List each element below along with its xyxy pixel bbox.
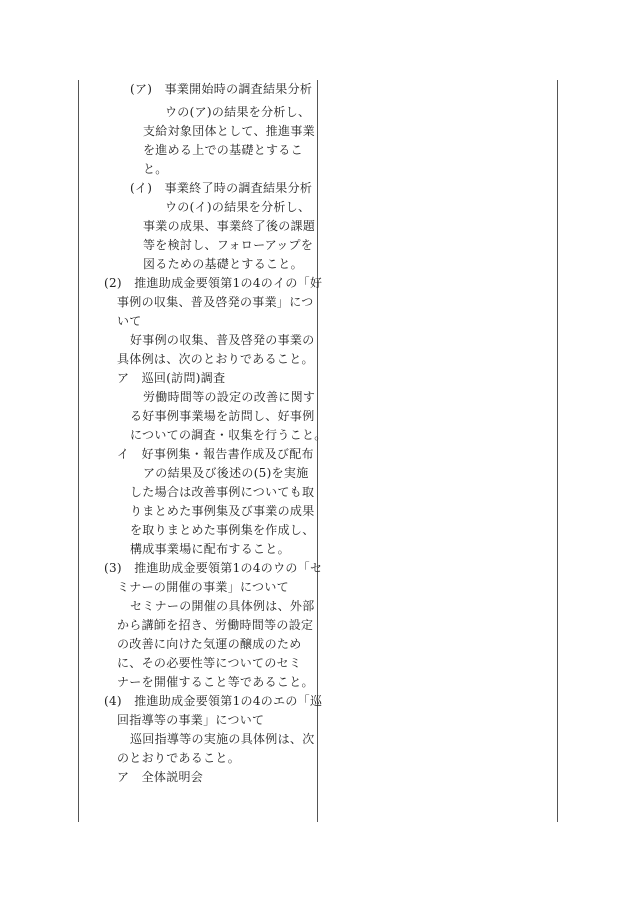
text-line: ア 巡回(訪問)調査 (117, 371, 226, 385)
table-border-left (78, 80, 79, 822)
table-border-right (557, 80, 558, 822)
text-line: (イ) 事業終了時の調査結果分析 (130, 181, 313, 195)
text-line: ナーを開催すること等であること。 (117, 675, 314, 689)
text-line: した場合は改善事例についても取 (130, 485, 315, 499)
text-line: いて (117, 314, 142, 328)
text-line: と。 (143, 162, 168, 176)
text-line: 事例の収集、普及啓発の事業」につ (117, 295, 314, 309)
text-line: に、その必要性等についてのセミ (117, 656, 302, 670)
text-line: イ 好事例集・報告書作成及び配布 (117, 447, 314, 461)
text-line: (4) 推進助成金要領第1の4のエの「巡 (104, 694, 323, 708)
text-line: りまとめた事例集及び事業の成果 (130, 504, 315, 518)
text-line: のとおりであること。 (117, 751, 241, 765)
text-line: 等を検討し、フォローアップを (143, 238, 314, 252)
text-line: 労働時間等の設定の改善に関す (143, 390, 316, 404)
text-line: (ア) 事業開始時の調査結果分析 (130, 82, 313, 96)
text-line: 図るための基礎とすること。 (143, 257, 303, 271)
text-line: から講師を招き、労働時間等の設定 (117, 618, 314, 632)
text-line: を取りまとめた事例集を作成し、 (130, 523, 315, 537)
text-line: 具体例は、次のとおりであること。 (117, 352, 314, 366)
text-line: を進める上での基礎とするこ (143, 143, 303, 157)
text-line: についての調査・収集を行うこと。 (130, 428, 327, 442)
text-line: アの結果及び後述の(5)を実施 (143, 466, 309, 480)
text-line: 巡回指導等の実施の具体例は、次 (130, 732, 315, 746)
text-line: 構成事業場に配布すること。 (130, 542, 290, 556)
text-line: 好事例の収集、普及啓発の事業の (130, 333, 315, 347)
text-line: セミナーの開催の具体例は、外部 (130, 599, 315, 613)
text-line: 回指導等の事業」について (117, 713, 265, 727)
text-line: 事業の成果、事業終了後の課題 (143, 219, 316, 233)
text-line: 支給対象団体として、推進事業 (143, 124, 315, 138)
text-line: (3) 推進助成金要領第1の4のウの「セ (104, 561, 323, 575)
text-line: ア 全体説明会 (117, 770, 204, 784)
text-line: ウの(イ)の結果を分析し、 (165, 200, 311, 214)
text-line: る好事例事業場を訪問し、好事例 (130, 409, 315, 423)
table-border-middle (317, 80, 318, 822)
text-line: ウの(ア)の結果を分析し、 (165, 105, 311, 119)
text-line: の改善に向けた気運の醸成のため (117, 637, 302, 651)
text-line: ミナーの開催の事業」について (117, 580, 289, 594)
text-line: (2) 推進助成金要領第1の4のイの「好 (104, 276, 323, 290)
